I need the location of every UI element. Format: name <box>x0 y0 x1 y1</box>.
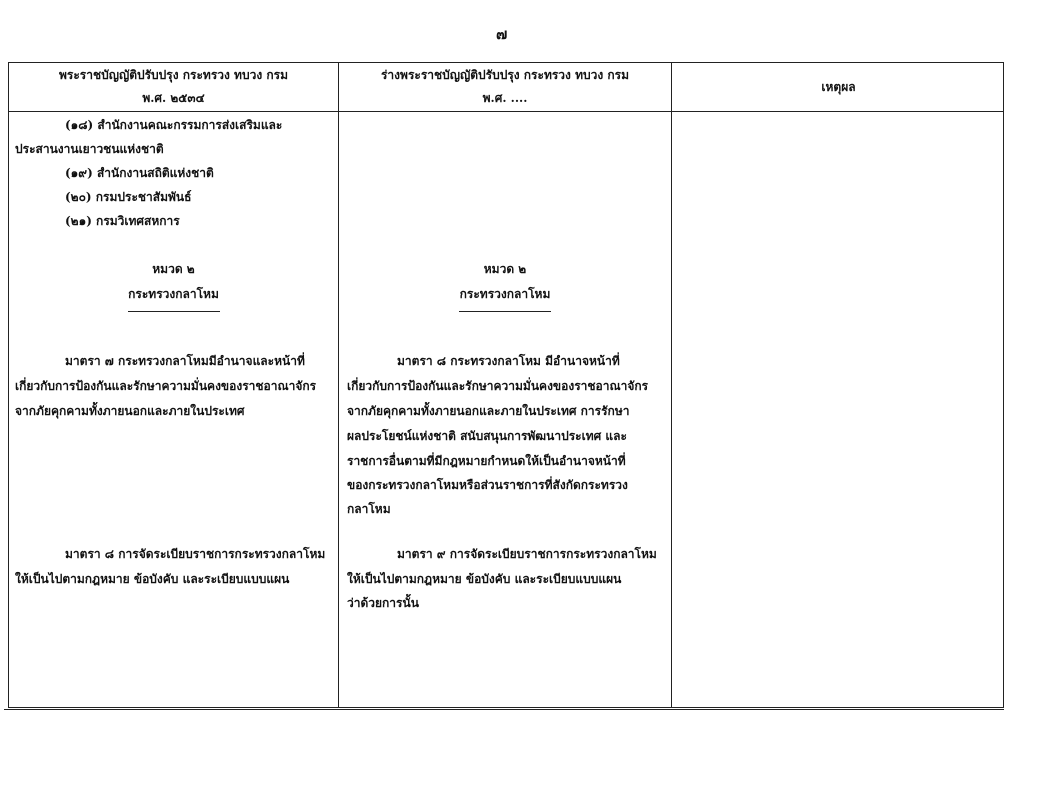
header-current-law-title: พระราชบัญญัติปรับปรุง กระทรวง ทบวง กรม <box>59 68 288 82</box>
column-divider <box>338 63 339 707</box>
right-section-8-line2: เกี่ยวกับการป้องกันและรักษาความมั่นคงของราชอาณาจักร <box>347 379 649 393</box>
list-item-20: (๒๐) กรมประชาสัมพันธ์ <box>65 190 192 204</box>
header-current-law-year: พ.ศ. ๒๕๓๔ <box>142 91 205 105</box>
list-item-21: (๒๑) กรมวิเทศสหการ <box>65 214 180 228</box>
right-section-8-line7: กลาโหม <box>347 502 391 516</box>
left-section-8-line1: มาตรา ๘ การจัดระเบียบราชการกระทรวงกลาโหม <box>65 547 326 561</box>
right-section-8-line1: มาตรา ๘ กระทรวงกลาโหม มีอำนาจหน้าที่ <box>397 354 620 368</box>
header-current-law <box>9 63 338 111</box>
chapter-title: กระทรวงกลาโหม <box>128 287 219 301</box>
list-item-19: (๑๙) สำนักงานสถิติแห่งชาติ <box>65 166 214 180</box>
chapter-number: หมวด ๒ <box>483 262 527 276</box>
right-chapter-heading <box>339 257 671 312</box>
right-section-9-line3: ว่าด้วยการนั้น <box>347 596 419 610</box>
left-section-7-line3: จากภัยคุกคามทั้งภายนอกและภายในประเทศ <box>15 404 245 418</box>
header-draft-law-title: ร่างพระราชบัญญัติปรับปรุง กระทรวง ทบวง กรม <box>380 68 630 82</box>
chapter-number: หมวด ๒ <box>152 262 195 276</box>
header-divider <box>9 111 1003 112</box>
heading-underline <box>459 311 551 312</box>
chapter-title: กระทรวงกลาโหม <box>459 287 551 301</box>
left-section-7-line1: มาตรา ๗ กระทรวงกลาโหมมีอำนาจและหน้าที่ <box>65 354 305 368</box>
heading-underline <box>128 311 220 312</box>
left-section-8-line2: ให้เป็นไปตามกฎหมาย ข้อบังคับ และระเบียบแบบแผน <box>15 572 290 586</box>
right-section-8-line3: จากภัยคุกคามทั้งภายนอกและภายในประเทศ การรักษา <box>347 404 630 418</box>
header-draft-law-year: พ.ศ. .... <box>482 91 528 105</box>
column-divider <box>671 63 672 707</box>
right-section-9-line1: มาตรา ๙ การจัดระเบียบราชการกระทรวงกลาโหม <box>397 547 657 561</box>
right-section-9-line2: ให้เป็นไปตามกฎหมาย ข้อบังคับ และระเบียบแบบแผน <box>347 572 622 586</box>
page-number: ๗ <box>496 25 509 43</box>
list-item-18: (๑๘) สำนักงานคณะกรรมการส่งเสริมและ <box>65 118 283 132</box>
list-item-18-cont: ประสานงานเยาวชนแห่งชาติ <box>15 142 164 156</box>
right-section-8-line4: ผลประโยชน์แห่งชาติ สนับสนุนการพัฒนาประเทศ และ <box>347 429 627 443</box>
left-section-7-line2: เกี่ยวกับการป้องกันและรักษาความมั่นคงของราชอาณาจักร <box>15 379 317 393</box>
right-section-8-line6: ของกระทรวงกลาโหมหรือส่วนราชการที่สังกัดกระทรวง <box>347 478 628 492</box>
left-chapter-heading <box>9 257 338 312</box>
header-reason-title: เหตุผล <box>821 79 856 94</box>
header-draft-law <box>339 63 671 111</box>
bottom-rule <box>4 709 1004 710</box>
comparison-table <box>8 62 1004 708</box>
right-section-8-line5: ราชการอื่นตามที่มีกฎหมายกำหนดให้เป็นอำนาจหน้าที่ <box>347 454 626 468</box>
header-reason <box>672 63 1005 111</box>
